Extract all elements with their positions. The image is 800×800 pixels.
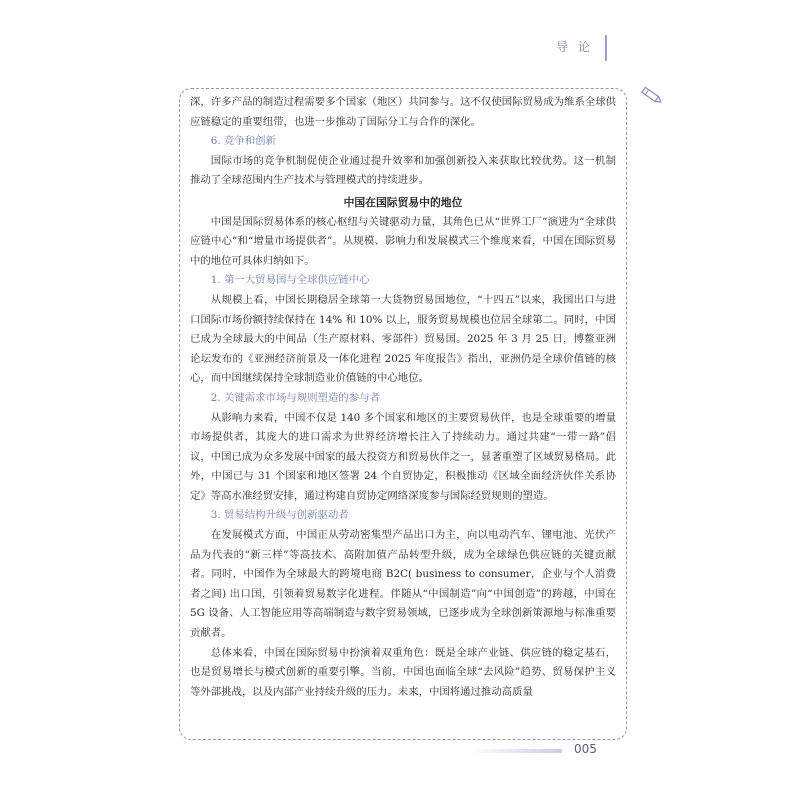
header-divider — [605, 35, 607, 61]
paragraph: 深，许多产品的制造过程需要多个国家（地区）共同参与。这不仅使国际贸易成为维系全球供应链稳定的重要纽带，也进一步推动了国际分工与合作的深化。 — [190, 96, 617, 128]
chapter-title: 导 论 — [556, 40, 593, 54]
subheading-trade-power: 1. 第一大贸易国与全球供应链中心 — [210, 274, 370, 287]
footer-decoration — [470, 749, 562, 753]
body-text — [190, 93, 616, 702]
paragraph: 从影响力来看，中国不仅是 140 多个国家和地区的主要贸易伙伴，也是全球重要的增量市场提供者，其庞大的进口需求为世界经济增长注入了持续动力。通过共建“一带一路”倡议，中国已成为众多发展中国家的最大投资方和贸易伙伴之一，显著重塑了区域贸易格局。此外，中国已与 31 个国家和地区签署 24 个自贸协定，积极推动《区域全面经济伙伴关系协定》等高水准经贸安排，通过构建自贸协定网络深度参与国际经贸规则的塑造。 — [190, 411, 617, 502]
subheading-market-rules: 2. 关键需求市场与规则塑造的参与者 — [210, 391, 380, 404]
subheading-upgrade: 3. 贸易结构升级与创新驱动者 — [210, 509, 349, 522]
pencil-icon — [638, 82, 664, 108]
section-title: 中国在国际贸易中的地位 — [343, 195, 463, 209]
paragraph: 从规模上看，中国长期稳居全球第一大货物贸易国地位，“十四五”以来，我国出口与进口国际市场份额持续保持在 14% 和 10% 以上，服务贸易规模也位居全球第二。同时，中国已成为全球最大的中间品（生产原材料、零部件）贸易国。2025 年 3 月 25 日，博鳌亚洲论坛发布的《亚洲经济前景及一体化进程 2025 年度报告》指出，亚洲仍是全球价值链的核心，而中国继续保持全球制造业价值链的中心地位。 — [190, 293, 616, 385]
paragraph: 中国是国际贸易体系的核心枢纽与关键驱动力量，其角色已从“世界工厂”演进为“全球供应链中心”和“增量市场提供者”。从规模、影响力和发展模式三个维度来看，中国在国际贸易中的地位可具体归纳如下。 — [190, 215, 616, 267]
paragraph: 国际市场的竞争机制促使企业通过提升效率和加强创新投入来获取比较优势。这一机制推动了全球范围内生产技术与管理模式的持续进步。 — [190, 154, 616, 187]
paragraph: 总体来看，中国在国际贸易中扮演着双重角色：既是全球产业链、供应链的稳定基石，也是贸易增长与模式创新的重要引擎。当前，中国也面临全球“去风险”趋势、贸易保护主义等外部挑战，以及内部产业持续升级的压力。未来，中国将通过推动高质量 — [190, 646, 616, 698]
page-number: 005 — [574, 742, 597, 756]
subheading-competition: 6. 竞争和创新 — [210, 135, 276, 148]
paragraph: 在发展模式方面，中国正从劳动密集型产品出口为主，向以电动汽车、锂电池、光伏产品为代表的“新三样”等高技术、高附加值产品转型升级，成为全球绿色供应链的关键贡献者。同时，中国作为全球最大的跨境电商 B2C( business to consumer，企业与个人消费者之间) 出口国，引领着贸易数字化进程。伴随从“中国制造”向“中国创造”的跨越，中国在 5G 设备、人工智能应用等高端制造与数字贸易领域，已逐步成为全球创新策源地与标准重要贡献者。 — [190, 529, 616, 640]
